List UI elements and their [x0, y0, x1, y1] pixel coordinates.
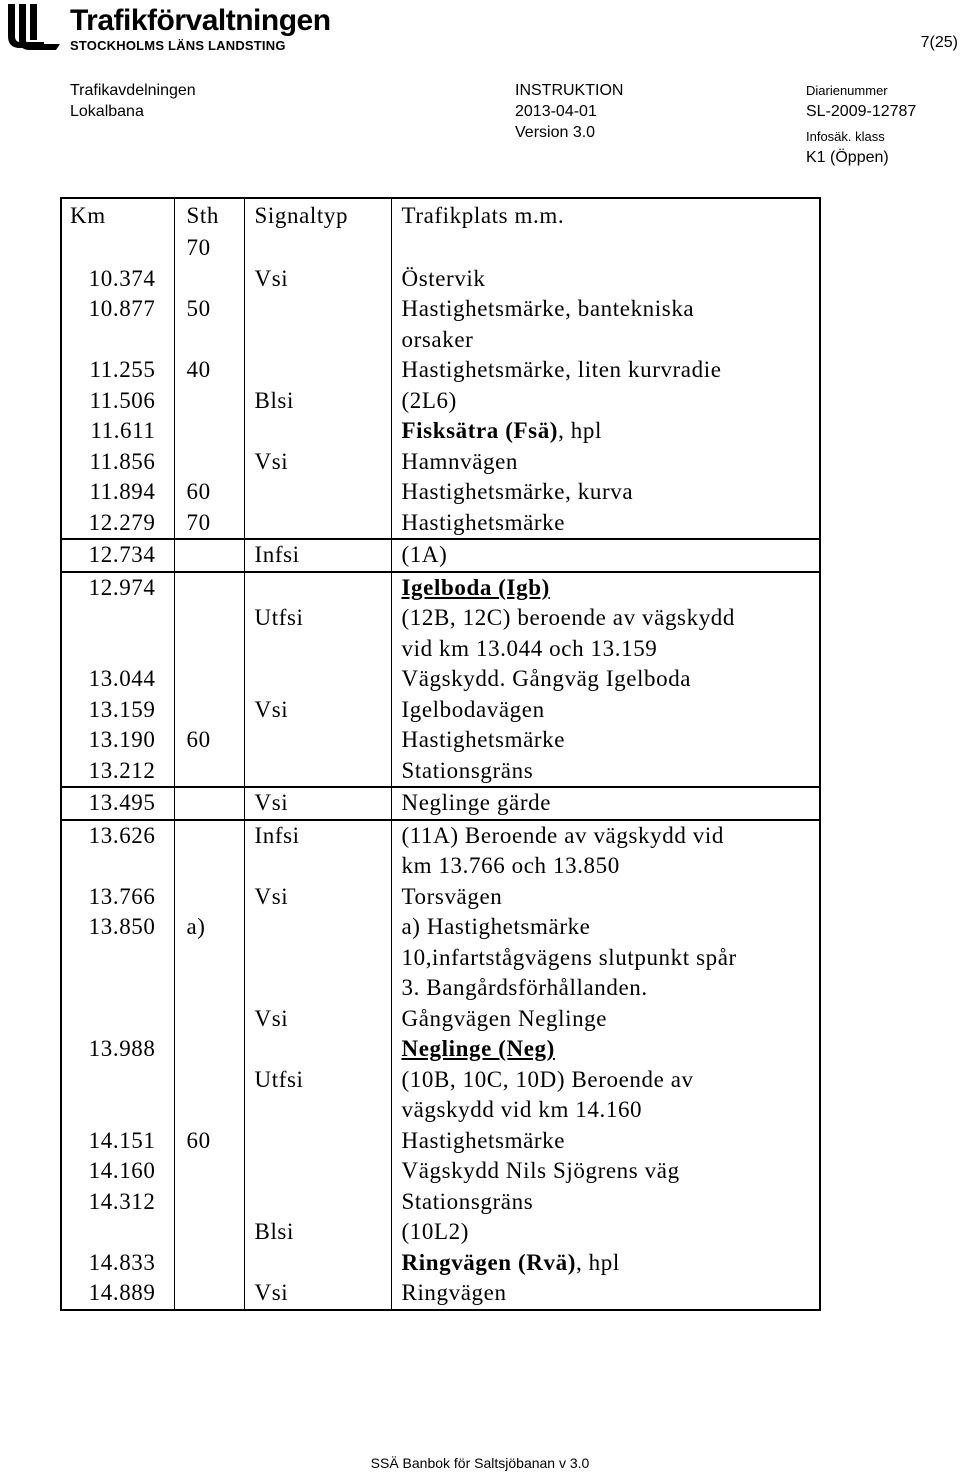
header-signaltyp: Signaltyp: [244, 198, 391, 233]
km-cell: [61, 1034, 174, 1126]
sth-cell-line: 60: [186, 1127, 211, 1153]
trafikplats-cell: [391, 386, 820, 417]
header-km: Km: [61, 198, 174, 233]
signaltyp-cell: [244, 1187, 391, 1248]
km-cell: [61, 820, 174, 882]
signaltyp-cell: [244, 820, 391, 882]
signaltyp-cell-line: [255, 416, 385, 447]
page-number: 7(25): [920, 34, 958, 51]
trafikplats-line: Hamnvägen: [401, 448, 519, 474]
signaltyp-cell: [244, 233, 391, 264]
signaltyp-cell-line: [255, 355, 385, 386]
signaltyp-cell-line: Infsi: [254, 822, 300, 848]
signaltyp-cell-line: [255, 664, 385, 695]
trafikplats-line: Stationsgräns: [401, 757, 534, 783]
signaltyp-cell-line: Infsi: [254, 542, 300, 567]
table-row: [61, 820, 820, 882]
signaltyp-cell-line: [255, 233, 385, 264]
sth-cell-line: [187, 756, 238, 787]
signaltyp-cell-line: Vsi: [254, 265, 289, 291]
signaltyp-cell: [244, 572, 391, 665]
trafikplats-line: Neglinge gärde: [401, 790, 552, 815]
signaltyp-cell-line: [255, 1156, 385, 1187]
trafikplats-line: vid km 13.044 och 13.159: [401, 635, 658, 661]
sth-cell: [174, 882, 244, 913]
sth-cell: [174, 1126, 244, 1157]
logo: [4, 2, 334, 54]
km-cell-line: 14.833: [88, 1249, 156, 1275]
sth-cell: [174, 294, 244, 355]
sth-cell: [174, 820, 244, 882]
document-date: 2013-04-01: [515, 103, 597, 120]
table-row: [61, 416, 820, 447]
signaltyp-cell-line: Vsi: [254, 1005, 289, 1031]
registry-label: Diarienummer: [806, 83, 888, 98]
signaltyp-cell-line: [255, 912, 385, 943]
km-cell-line: 13.212: [88, 757, 156, 783]
trafikplats-line: Östervik: [401, 265, 486, 291]
meta-registry: [806, 80, 916, 168]
km-cell: [61, 572, 174, 665]
sth-cell-line: 50: [186, 296, 211, 321]
header-sth: Sth: [174, 198, 244, 233]
station-type: , hpl: [575, 1249, 620, 1275]
sth-cell-line: [187, 695, 238, 726]
sth-cell: [174, 386, 244, 417]
station-type: , hpl: [558, 418, 602, 443]
meta-document: [515, 80, 623, 143]
signaltyp-cell-line: Vsi: [254, 790, 289, 815]
km-cell-line: 12.734: [88, 542, 156, 567]
table-row: [61, 508, 820, 540]
signaltyp-cell: [244, 508, 391, 540]
table-row: [61, 1187, 820, 1248]
signaltyp-cell-line: [255, 573, 385, 604]
trafikplats-cell: [391, 1187, 820, 1248]
km-cell-line: 11.894: [89, 479, 156, 504]
sth-cell: [174, 572, 244, 665]
table-row: [61, 882, 820, 913]
signaltyp-cell: [244, 725, 391, 756]
signaltyp-cell: [244, 664, 391, 695]
km-cell-line: [68, 634, 156, 665]
trafikplats-cell: [391, 1156, 820, 1187]
trafikplats-cell: [391, 508, 820, 540]
signaltyp-cell-line: Utfsi: [254, 605, 304, 630]
logo-subtitle: STOCKHOLMS LÄNS LANDSTING: [70, 38, 286, 53]
trafikplats-line: Gångvägen Neglinge: [401, 1005, 608, 1031]
km-cell-line: 14.151: [88, 1127, 156, 1153]
sth-cell: [174, 355, 244, 386]
signaltyp-cell-line: Blsi: [254, 1219, 294, 1244]
km-cell-line: 13.626: [88, 822, 156, 848]
sth-cell-line: a): [186, 914, 206, 939]
trafikplats-cell: [391, 294, 820, 355]
sth-cell: [174, 477, 244, 508]
signaltyp-cell-line: [255, 725, 385, 756]
trafikplats-cell: [391, 1278, 820, 1310]
trafikplats-line: (10L2): [401, 1219, 469, 1244]
department: Trafikavdelningen: [70, 82, 196, 99]
km-cell-line: 13.988: [88, 1036, 156, 1061]
signaltyp-cell: [244, 539, 391, 572]
sth-cell-line: [187, 1278, 238, 1309]
trafikplats-cell: [391, 820, 820, 882]
km-cell-line: 13.766: [88, 883, 156, 909]
trafikplats-cell: [391, 1248, 820, 1279]
trafikplats-cell: [391, 695, 820, 726]
trafikplats-cell: [391, 477, 820, 508]
trafikplats-cell: [391, 355, 820, 386]
km-cell: [61, 725, 174, 756]
table-row: [61, 539, 820, 572]
trafikplats-cell: [391, 1126, 820, 1157]
sth-cell: [174, 787, 244, 820]
trafikplats-line: Vägskydd. Gångväg Igelboda: [401, 666, 692, 691]
header-trafikplats: Trafikplats m.m.: [391, 198, 820, 233]
signaltyp-cell: [244, 386, 391, 417]
station-name: Fisksätra (Fsä): [401, 418, 559, 443]
sth-cell-line: [187, 447, 238, 478]
signaltyp-cell: [244, 1126, 391, 1157]
km-cell: [61, 882, 174, 913]
sth-cell: [174, 508, 244, 540]
km-cell: [61, 695, 174, 726]
trafikplats-line: (10B, 10C, 10D) Beroende av: [401, 1066, 694, 1092]
signaltyp-cell: [244, 695, 391, 726]
trafikplats-line: Torsvägen: [401, 883, 503, 909]
sth-cell-line: [187, 416, 238, 447]
station-line: [402, 416, 814, 447]
classification-value: K1 (Öppen): [806, 149, 889, 166]
sth-cell-line: [187, 386, 238, 417]
station-name: Ringvägen (Rvä): [401, 1249, 576, 1275]
sth-cell-line: 40: [186, 357, 211, 382]
sth-cell-line: [187, 540, 238, 571]
table-row: [61, 572, 820, 665]
trafikplats-line: (12B, 12C) beroende av vägskydd: [401, 605, 736, 630]
signaltyp-cell-line: Vsi: [254, 696, 289, 722]
table-row: [61, 1248, 820, 1279]
signaltyp-cell: [244, 294, 391, 355]
sth-cell-line: [187, 821, 238, 852]
sth-cell: [174, 264, 244, 295]
station-name: Neglinge (Neg): [401, 1036, 555, 1061]
km-cell-line: 14.160: [88, 1158, 156, 1183]
trafikplats-line: a) Hastighetsmärke: [401, 914, 591, 939]
trafikplats-line: Ringvägen: [401, 1280, 507, 1305]
trafikplats-line: (11A) Beroende av vägskydd vid: [401, 822, 724, 848]
km-cell-line: 13.159: [88, 696, 156, 722]
trafikplats-line: Igelbodavägen: [401, 696, 545, 722]
km-cell: [61, 756, 174, 788]
km-cell: [61, 233, 174, 264]
signaltyp-cell: [244, 787, 391, 820]
km-cell: [61, 912, 174, 1034]
km-cell: [61, 664, 174, 695]
sth-cell-line: 60: [186, 727, 211, 752]
signaltyp-cell-line: Blsi: [254, 387, 294, 413]
sth-cell-line: [187, 1156, 238, 1187]
signaltyp-cell: [244, 264, 391, 295]
trafikplats-cell: [391, 1034, 820, 1126]
km-cell: [61, 1126, 174, 1157]
km-cell-line: [68, 603, 156, 634]
sth-cell: [174, 756, 244, 788]
signaltyp-cell-line: [255, 1034, 385, 1065]
table-row: [61, 787, 820, 820]
signaltyp-cell: [244, 1278, 391, 1310]
signaltyp-cell: [244, 355, 391, 386]
km-cell: [61, 264, 174, 295]
unit: Lokalbana: [70, 103, 144, 120]
table-row: [61, 1156, 820, 1187]
trafikplats-cell: [391, 912, 820, 1034]
trafikplats-line: Hastighetsmärke, kurva: [401, 479, 634, 504]
trafikplats-line: Hastighetsmärke: [401, 727, 566, 752]
signaltyp-cell-line: [255, 1187, 385, 1218]
signaltyp-cell: [244, 882, 391, 913]
km-cell-line: 13.190: [88, 727, 156, 752]
table-row: [61, 1278, 820, 1310]
table-row: [61, 756, 820, 788]
signaltyp-cell: [244, 912, 391, 1034]
trafikplats-line: [402, 233, 814, 264]
signaltyp-cell-line: [255, 477, 385, 508]
sth-cell: [174, 1156, 244, 1187]
trafikplats-line: Vägskydd Nils Sjögrens väg: [401, 1158, 680, 1183]
sth-cell: [174, 1034, 244, 1126]
km-cell: [61, 294, 174, 355]
sth-cell: [174, 1248, 244, 1279]
sth-cell-line: 70: [186, 235, 211, 260]
trafikplats-line: (2L6): [401, 387, 457, 413]
sth-cell-line: [187, 788, 238, 819]
signaltyp-cell: [244, 477, 391, 508]
station-line: [402, 1248, 814, 1279]
trafikplats-line: vägskydd vid km 14.160: [401, 1097, 643, 1122]
sth-cell: [174, 1278, 244, 1310]
trafikplats-cell: [391, 572, 820, 665]
sth-cell-line: [187, 1034, 238, 1065]
trafikplats-cell: [391, 539, 820, 572]
station-name: Igelboda (Igb): [401, 574, 550, 600]
trafikplats-line: Hastighetsmärke, bantekniska: [401, 296, 695, 321]
sth-cell: [174, 725, 244, 756]
signaltyp-cell: [244, 447, 391, 478]
km-cell: [61, 1156, 174, 1187]
trafikplats-cell: [391, 264, 820, 295]
registry-number: SL-2009-12787: [806, 103, 917, 120]
table-row: [61, 725, 820, 756]
trafikforvaltningen-logo-icon: [4, 2, 62, 52]
table-header-row: [61, 198, 820, 233]
sth-cell: [174, 912, 244, 1034]
signaltyp-cell-line: [255, 756, 385, 787]
sth-cell: [174, 416, 244, 447]
table-row: [61, 386, 820, 417]
track-table: [60, 197, 821, 1311]
km-cell: [61, 539, 174, 572]
km-cell-line: 12.279: [88, 509, 156, 535]
trafikplats-line: Hastighetsmärke: [401, 1127, 566, 1153]
signaltyp-cell-line: [255, 1126, 385, 1157]
sth-cell: [174, 233, 244, 264]
table-row: [61, 447, 820, 478]
signaltyp-cell-line: [255, 508, 385, 539]
sth-cell-line: [187, 882, 238, 913]
table-row: [61, 912, 820, 1034]
trafikplats-line: 3. Bangårdsförhållanden.: [401, 975, 648, 1000]
km-cell-line: 12.974: [88, 574, 156, 600]
km-cell: [61, 416, 174, 447]
meta-department: [70, 80, 196, 122]
trafikplats-line: (1A): [401, 542, 448, 567]
km-cell-line: 10.877: [88, 296, 156, 321]
sth-cell: [174, 1187, 244, 1248]
signaltyp-cell: [244, 1034, 391, 1126]
table-row: [61, 695, 820, 726]
signaltyp-cell-line: Vsi: [254, 1280, 289, 1305]
km-cell: [61, 386, 174, 417]
trafikplats-cell: [391, 882, 820, 913]
km-cell-line: 11.856: [89, 448, 156, 474]
signaltyp-cell-line: Vsi: [254, 448, 289, 474]
signaltyp-cell: [244, 1248, 391, 1279]
trafikplats-cell: [391, 787, 820, 820]
table-row: [61, 264, 820, 295]
trafikplats-line: Hastighetsmärke, liten kurvradie: [401, 357, 722, 382]
sth-cell: [174, 539, 244, 572]
km-cell-line: [68, 233, 156, 264]
km-cell-line: 10.374: [88, 265, 156, 291]
signaltyp-cell-line: [255, 294, 385, 325]
km-cell: [61, 355, 174, 386]
sth-cell-line: [187, 573, 238, 604]
trafikplats-line: orsaker: [401, 326, 474, 352]
table-row: [61, 1126, 820, 1157]
classification-label: Infosäk. klass: [806, 129, 885, 144]
signaltyp-cell: [244, 416, 391, 447]
sth-cell-line: [187, 1248, 238, 1279]
km-cell-line: 14.312: [88, 1188, 156, 1214]
sth-cell: [174, 447, 244, 478]
signaltyp-cell: [244, 756, 391, 788]
trafikplats-line: km 13.766 och 13.850: [401, 853, 620, 878]
sth-cell-line: [187, 664, 238, 695]
sth-cell: [174, 695, 244, 726]
table-row: [61, 1034, 820, 1126]
sth-cell-line: 70: [186, 509, 211, 535]
trafikplats-cell: [391, 664, 820, 695]
sth-cell-line: [187, 1187, 238, 1218]
signaltyp-cell-line: Utfsi: [254, 1066, 304, 1092]
km-cell-line: 13.495: [88, 790, 156, 815]
km-cell: [61, 447, 174, 478]
table-row: [61, 355, 820, 386]
signaltyp-cell-line: [255, 943, 385, 974]
table-row: [61, 233, 820, 264]
footer: SSÄ Banbok för Saltsjöbanan v 3.0: [370, 1455, 590, 1471]
km-cell-line: 11.255: [89, 357, 156, 382]
document-type: INSTRUKTION: [515, 82, 624, 99]
sth-cell-line: 60: [186, 479, 211, 504]
table-row: [61, 664, 820, 695]
sth-cell-line: [187, 264, 238, 295]
trafikplats-cell: [391, 725, 820, 756]
km-cell: [61, 787, 174, 820]
logo-name: Trafikförvaltningen: [70, 4, 331, 37]
km-cell-line: 13.044: [88, 666, 156, 691]
trafikplats-cell: [391, 447, 820, 478]
trafikplats-line: Hastighetsmärke: [401, 509, 566, 535]
km-cell-line: 11.506: [89, 387, 156, 413]
signaltyp-cell-line: [255, 1248, 385, 1279]
km-cell-line: 11.611: [90, 418, 156, 443]
trafikplats-cell: [391, 233, 820, 264]
trafikplats-line: 10,infartstågvägens slutpunkt spår: [401, 944, 737, 970]
signaltyp-cell-line: [255, 973, 385, 1004]
signaltyp-cell-line: Vsi: [254, 883, 289, 909]
table-row: [61, 294, 820, 355]
km-cell: [61, 477, 174, 508]
km-cell: [61, 1278, 174, 1310]
km-cell-line: 13.850: [88, 914, 156, 939]
km-cell: [61, 1187, 174, 1248]
km-cell: [61, 1248, 174, 1279]
table-row: [61, 477, 820, 508]
trafikplats-line: Stationsgräns: [401, 1188, 534, 1214]
km-cell: [61, 508, 174, 540]
km-cell-line: 14.889: [88, 1280, 156, 1305]
sth-cell: [174, 664, 244, 695]
document-version: Version 3.0: [515, 124, 596, 141]
trafikplats-cell: [391, 756, 820, 788]
signaltyp-cell: [244, 1156, 391, 1187]
trafikplats-cell: [391, 416, 820, 447]
